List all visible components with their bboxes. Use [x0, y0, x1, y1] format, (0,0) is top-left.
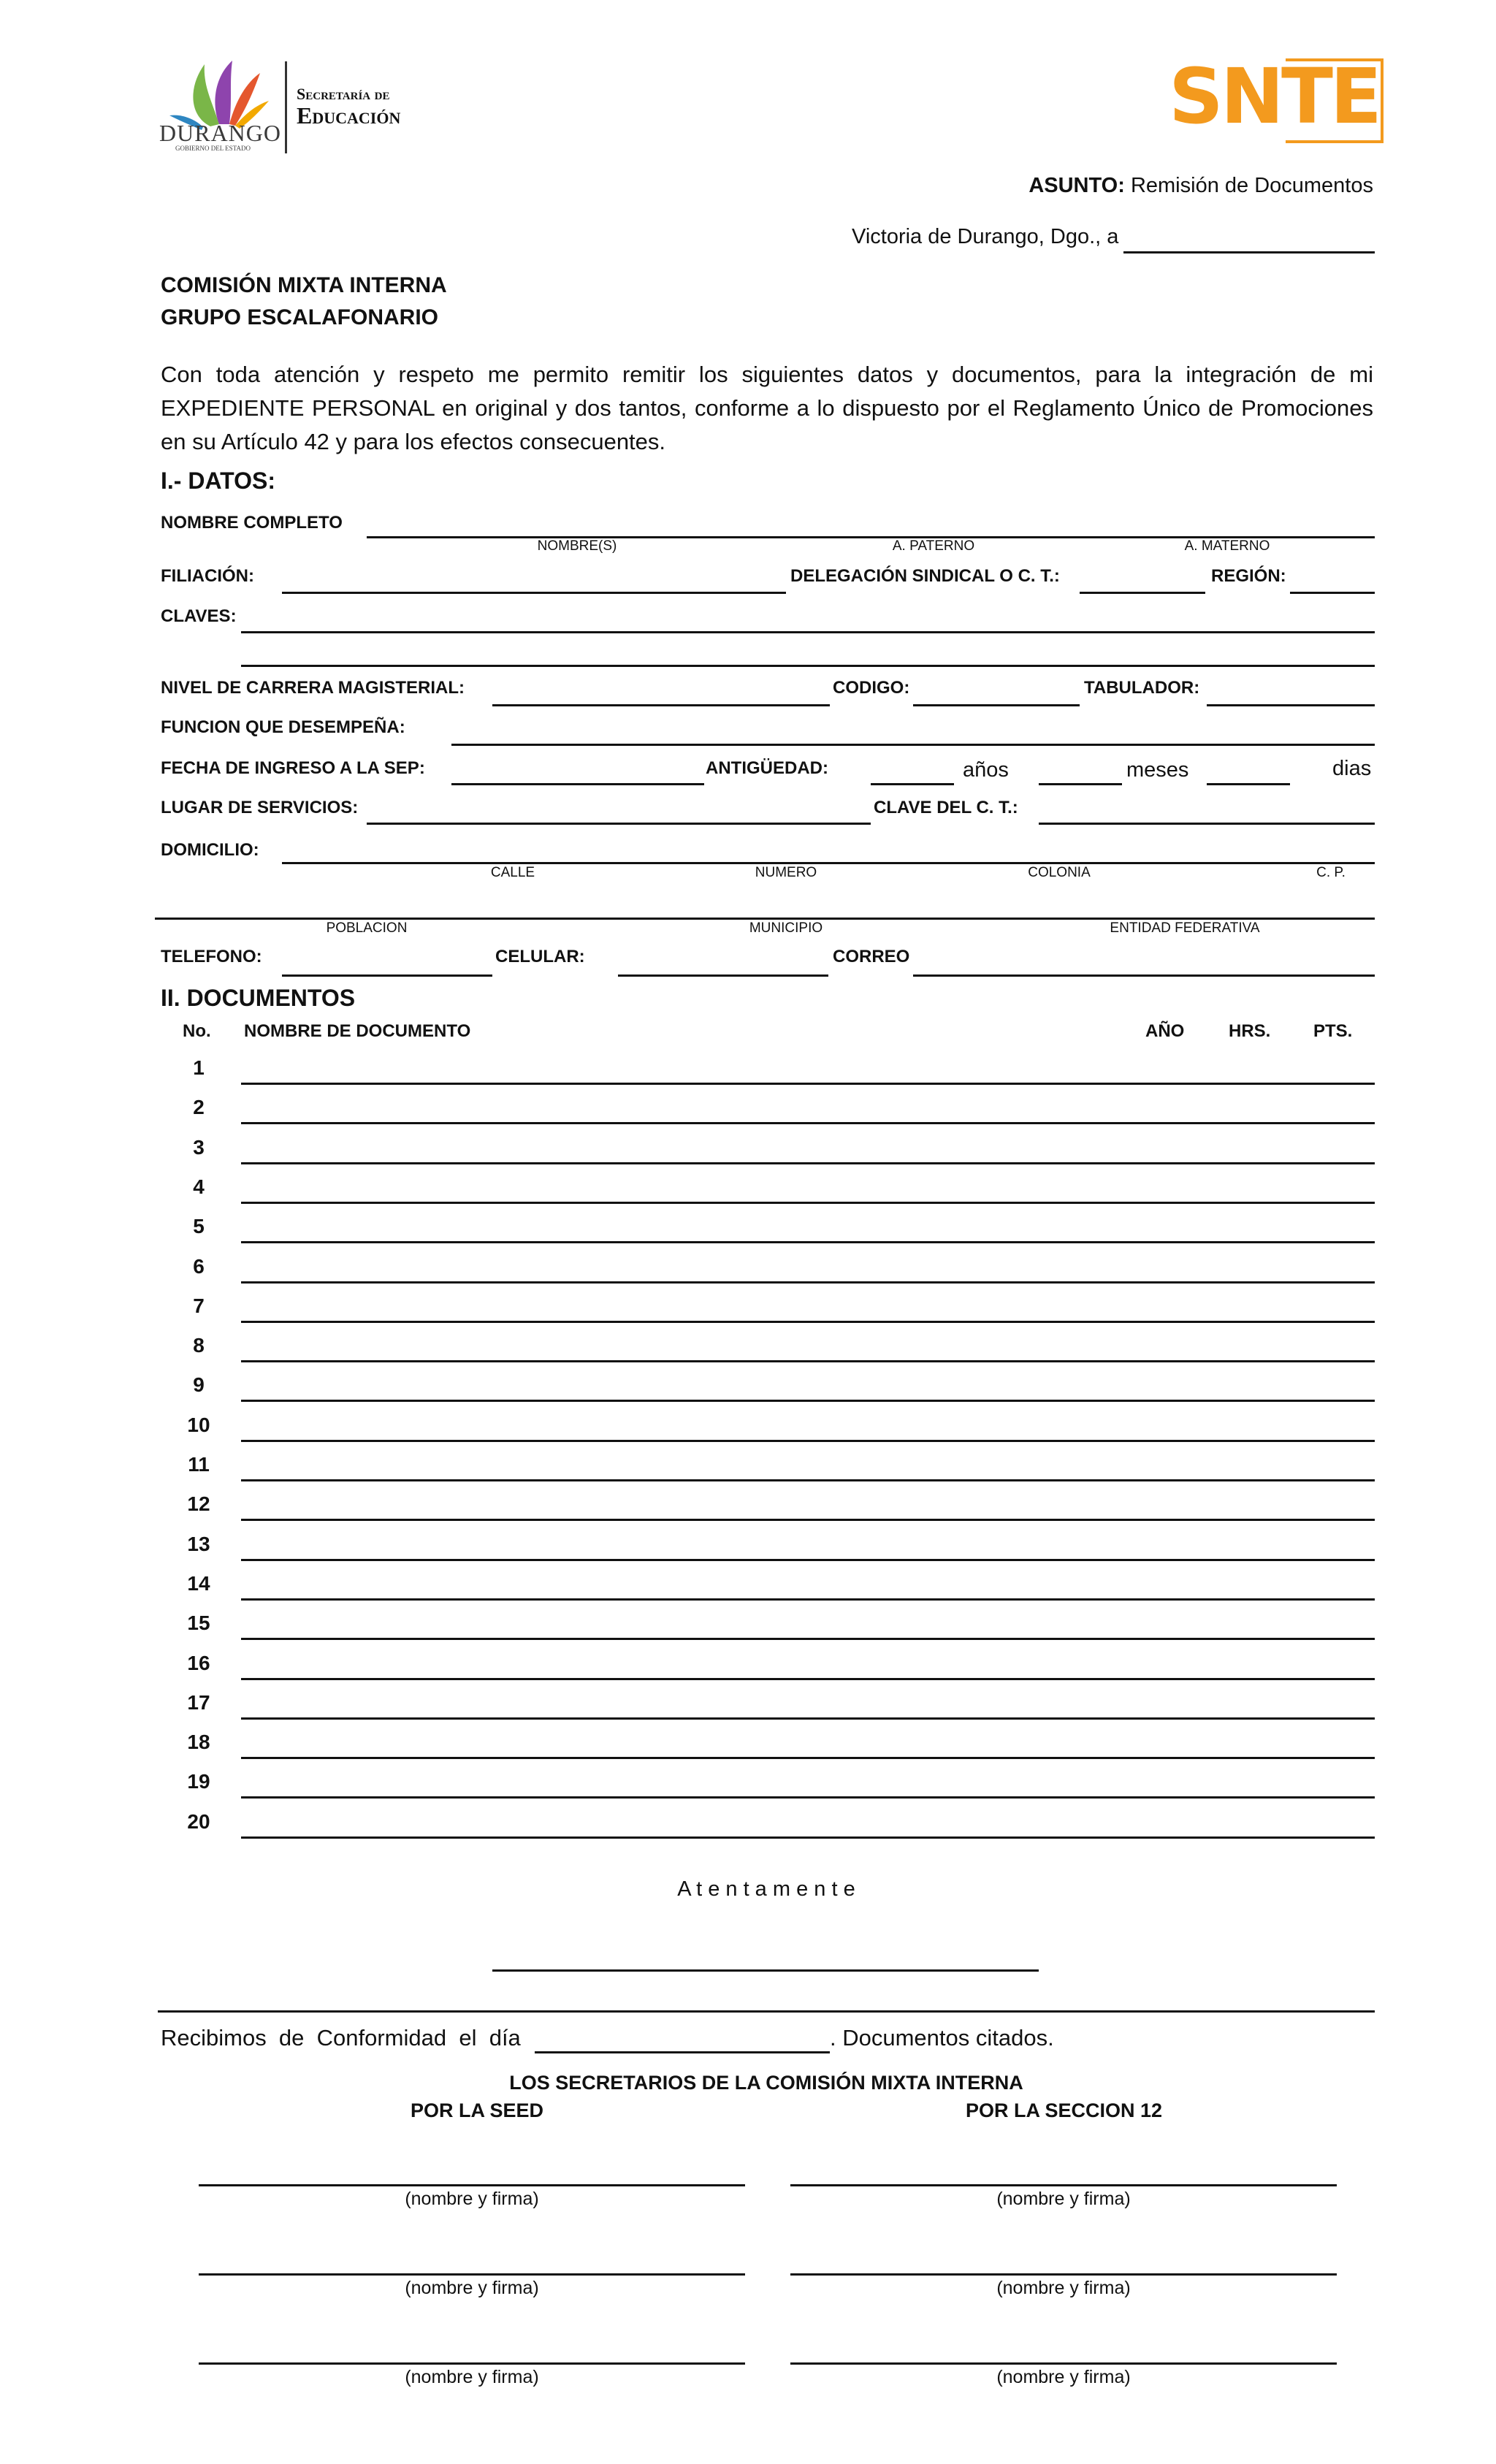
nivel-carrera-label: NIVEL DE CARRERA MAGISTERIAL: [161, 678, 465, 698]
filiacion-label: FILIACIÓN: [161, 566, 254, 586]
signature-caption: (nombre y firma) [996, 2189, 1131, 2209]
celular-line[interactable] [618, 974, 828, 977]
doc-row-number: 12 [187, 1492, 210, 1516]
doc-row-number: 20 [187, 1809, 210, 1833]
doc-row-line[interactable] [241, 1202, 1375, 1204]
claves-line-1[interactable] [241, 631, 1375, 633]
doc-row-number: 10 [187, 1413, 210, 1436]
doc-row-line[interactable] [241, 1757, 1375, 1759]
poblacion-sub-entidad: ENTIDAD FEDERATIVA [1110, 920, 1260, 936]
nivel-carrera-line[interactable] [492, 704, 830, 706]
doc-row-number: 19 [187, 1770, 210, 1793]
intro-paragraph: Con toda atención y respeto me permito remitir los siguientes datos y documentos, para la integración de mi EXPEDIENTE PERSONAL en original y dos tantos, conforme a lo dispuesto por el Reglamento Único de Promociones en su Artículo 42 y para los efectos consecuentes. [161, 362, 1373, 454]
poblacion-sub-municipio: MUNICIPIO [749, 920, 823, 936]
clave-ct-line[interactable] [1039, 823, 1375, 825]
signature-line[interactable] [199, 2362, 745, 2365]
doc-row-line[interactable] [241, 1796, 1375, 1799]
signature-caption: (nombre y firma) [996, 2367, 1131, 2387]
section2-title: II. DOCUMENTOS [161, 985, 356, 1011]
domicilio-sub-cp: C. P. [1316, 865, 1346, 880]
doc-row-number: 17 [187, 1690, 210, 1714]
doc-row-number: 18 [187, 1731, 210, 1754]
antiguedad-label: ANTIGÜEDAD: [706, 758, 828, 778]
doc-row-number: 1 [193, 1056, 205, 1079]
poblacion-sub-poblacion: POBLACION [326, 920, 408, 936]
filiacion-line[interactable] [282, 592, 786, 594]
doc-row-number: 16 [187, 1651, 210, 1674]
signature-line-main[interactable] [492, 1969, 1039, 1972]
doc-row-line[interactable] [241, 1241, 1375, 1243]
asunto-value: Remisión de Documentos [1130, 174, 1373, 197]
doc-row-line[interactable] [241, 1519, 1375, 1521]
doc-row-number: 4 [193, 1175, 205, 1198]
doc-row-number: 13 [187, 1532, 210, 1555]
clave-ct-label: CLAVE DEL C. T.: [874, 798, 1018, 817]
snte-logo [1169, 53, 1388, 142]
doc-header-no: No. [183, 1021, 211, 1041]
commission-line1: COMISIÓN MIXTA INTERNA [161, 273, 447, 297]
doc-row-number: 6 [193, 1254, 205, 1278]
doc-row-line[interactable] [241, 1440, 1375, 1442]
closing-text: A t e n t a m e n t e [677, 1877, 855, 1901]
signature-line[interactable] [790, 2362, 1337, 2365]
signature-line[interactable] [199, 2273, 745, 2276]
doc-row-line[interactable] [241, 1122, 1375, 1124]
place-date: Victoria de Durango, Dgo., a [852, 225, 1119, 248]
anos-line[interactable] [871, 783, 954, 785]
doc-row-number: 7 [193, 1294, 205, 1317]
doc-row-line[interactable] [241, 1162, 1375, 1164]
doc-row-line[interactable] [241, 1598, 1375, 1601]
correo-line[interactable] [913, 974, 1375, 977]
separator-line [158, 2010, 1375, 2013]
fecha-ingreso-label: FECHA DE INGRESO A LA SEP: [161, 758, 425, 778]
correo-label: CORREO [833, 947, 910, 966]
doc-header-ano: AÑO [1145, 1021, 1185, 1041]
fecha-ingreso-line[interactable] [451, 783, 704, 785]
doc-row-line[interactable] [241, 1717, 1375, 1720]
signature-line[interactable] [790, 2184, 1337, 2186]
secretaria-line1: Secretaría de [297, 85, 390, 103]
secretarios-title: LOS SECRETARIOS DE LA COMISIÓN MIXTA INTERNA [509, 2072, 1023, 2094]
signature-caption: (nombre y firma) [405, 2278, 539, 2298]
celular-label: CELULAR: [495, 947, 585, 966]
poblacion-line[interactable] [155, 918, 1375, 920]
doc-row-number: 2 [193, 1096, 205, 1119]
secretarios-left: POR LA SEED [411, 2099, 544, 2121]
signature-line[interactable] [199, 2184, 745, 2186]
nombre-sub-paterno: A. PATERNO [892, 538, 975, 554]
doc-row-line[interactable] [241, 1559, 1375, 1561]
nombre-sub-materno: A. MATERNO [1184, 538, 1270, 554]
asunto [1028, 174, 1373, 198]
section1-title: I.- DATOS: [161, 468, 276, 494]
region-label: REGIÓN: [1211, 566, 1286, 586]
doc-row-number: 5 [193, 1215, 205, 1238]
durango-logo [159, 57, 291, 152]
doc-row-number: 15 [187, 1611, 210, 1635]
claves-line-2[interactable] [241, 665, 1375, 667]
domicilio-sub-numero: NUMERO [755, 865, 817, 880]
doc-row-line[interactable] [241, 1321, 1375, 1323]
logo-divider [285, 61, 287, 153]
receipt-date-line[interactable] [535, 2051, 830, 2053]
funcion-label: FUNCION QUE DESEMPEÑA: [161, 717, 405, 737]
doc-row-line[interactable] [241, 1400, 1375, 1402]
domicilio-sub-colonia: COLONIA [1028, 865, 1091, 880]
delegacion-label: DELEGACIÓN SINDICAL O C. T.: [790, 566, 1060, 586]
telefono-label: TELEFONO: [161, 947, 262, 966]
secretaria-line2: Educación [297, 102, 401, 129]
doc-row-line[interactable] [241, 1360, 1375, 1362]
lugar-servicios-label: LUGAR DE SERVICIOS: [161, 798, 359, 817]
domicilio-sub-calle: CALLE [490, 865, 535, 880]
meses-line[interactable] [1039, 783, 1122, 785]
doc-row-line[interactable] [241, 1479, 1375, 1481]
delegacion-line[interactable] [1080, 592, 1205, 594]
doc-row-line[interactable] [241, 1638, 1375, 1640]
doc-row-number: 9 [193, 1373, 205, 1397]
signature-line[interactable] [790, 2273, 1337, 2276]
date-line[interactable] [1123, 251, 1375, 253]
doc-row-number: 8 [193, 1334, 205, 1357]
nombre-sub-nombres: NOMBRE(S) [537, 538, 617, 554]
secretarios-right: POR LA SECCION 12 [966, 2099, 1163, 2121]
domicilio-line[interactable] [282, 862, 1375, 864]
doc-row-line[interactable] [241, 1281, 1375, 1284]
doc-row-number: 3 [193, 1135, 205, 1159]
signature-caption: (nombre y firma) [405, 2367, 539, 2387]
lugar-servicios-line[interactable] [367, 823, 871, 825]
durango-wordmark: DURANGO [159, 120, 281, 146]
claves-label: CLAVES: [161, 606, 237, 626]
doc-header-nombre: NOMBRE DE DOCUMENTO [244, 1021, 471, 1041]
signature-caption: (nombre y firma) [996, 2278, 1131, 2298]
doc-header-pts: PTS. [1313, 1021, 1353, 1041]
asunto-label: ASUNTO: [1028, 174, 1125, 197]
funcion-line[interactable] [451, 744, 1375, 746]
tabulador-line[interactable] [1207, 704, 1375, 706]
tabulador-label: TABULADOR: [1084, 678, 1200, 698]
doc-row-line[interactable] [241, 1083, 1375, 1085]
doc-row-number: 11 [188, 1453, 210, 1476]
signature-caption: (nombre y firma) [405, 2189, 539, 2209]
doc-header-hrs: HRS. [1229, 1021, 1271, 1041]
doc-row-line[interactable] [241, 1678, 1375, 1680]
meses-text: meses [1126, 758, 1189, 782]
dias-text: dias [1332, 757, 1372, 780]
snte-logo-text: SNTE [1169, 52, 1379, 141]
nombre-completo-label: NOMBRE COMPLETO [161, 513, 343, 533]
receipt-prefix: Recibimos de Conformidad el día [161, 2025, 521, 2051]
doc-row-line[interactable] [241, 1836, 1375, 1839]
region-line[interactable] [1290, 592, 1375, 594]
anos-text: años [963, 758, 1009, 782]
codigo-line[interactable] [913, 704, 1080, 706]
codigo-label: CODIGO: [833, 678, 910, 698]
dias-line[interactable] [1207, 783, 1290, 785]
durango-tagline: GOBIERNO DEL ESTADO [175, 145, 251, 152]
receipt-suffix: . Documentos citados. [830, 2025, 1054, 2051]
domicilio-label: DOMICILIO: [161, 840, 259, 860]
commission-line2: GRUPO ESCALAFONARIO [161, 305, 439, 329]
telefono-line[interactable] [282, 974, 492, 977]
doc-row-number: 14 [187, 1571, 210, 1595]
